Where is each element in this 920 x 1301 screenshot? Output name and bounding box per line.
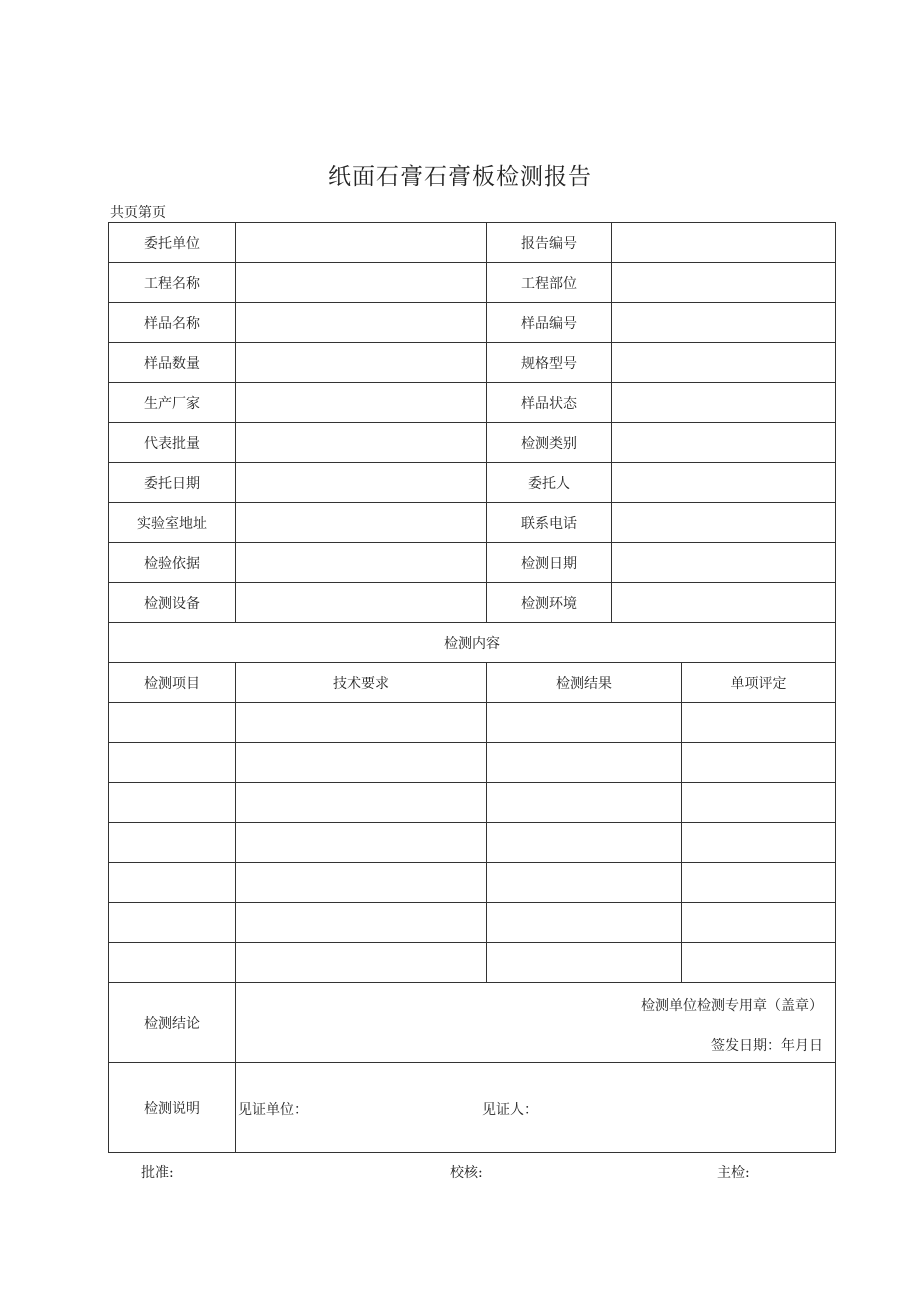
info-value[interactable] (612, 223, 836, 263)
result-cell[interactable] (682, 703, 836, 743)
result-cell[interactable] (487, 903, 682, 943)
info-value[interactable] (612, 423, 836, 463)
result-cell[interactable] (236, 903, 487, 943)
witness-unit: 见证单位： (238, 1102, 308, 1118)
info-label: 检验依据 (109, 543, 236, 583)
info-label: 生产厂家 (109, 383, 236, 423)
notes-content[interactable] (236, 1063, 836, 1153)
info-label: 代表批量 (109, 423, 236, 463)
col-header-requirement: 技术要求 (236, 663, 487, 703)
info-value[interactable] (612, 543, 836, 583)
inspector-label: 主检: (717, 1165, 750, 1181)
result-cell[interactable] (109, 823, 236, 863)
result-cell[interactable] (682, 783, 836, 823)
table-row (109, 903, 836, 943)
result-cell[interactable] (487, 703, 682, 743)
info-value[interactable] (236, 423, 487, 463)
result-cell[interactable] (682, 863, 836, 903)
info-row (109, 583, 836, 623)
result-cell[interactable] (236, 703, 487, 743)
result-cell[interactable] (109, 703, 236, 743)
info-label: 检测日期 (487, 543, 612, 583)
table-row (109, 823, 836, 863)
result-cell[interactable] (487, 863, 682, 903)
info-value[interactable] (612, 263, 836, 303)
result-cell[interactable] (682, 903, 836, 943)
info-label: 样品数量 (109, 343, 236, 383)
info-value[interactable] (236, 463, 487, 503)
info-value[interactable] (612, 583, 836, 623)
col-header-item: 检测项目 (109, 663, 236, 703)
result-cell[interactable] (236, 943, 487, 983)
result-cell[interactable] (236, 783, 487, 823)
info-label: 检测设备 (109, 583, 236, 623)
table-row (109, 863, 836, 903)
result-cell[interactable] (109, 943, 236, 983)
info-label: 工程部位 (487, 263, 612, 303)
info-label: 检测环境 (487, 583, 612, 623)
info-label: 检测类别 (487, 423, 612, 463)
info-label: 委托单位 (109, 223, 236, 263)
info-label: 委托人 (487, 463, 612, 503)
table-row (109, 943, 836, 983)
notes-label: 检测说明 (109, 1063, 236, 1153)
info-value[interactable] (236, 503, 487, 543)
table-row (109, 743, 836, 783)
info-value[interactable] (236, 543, 487, 583)
info-value[interactable] (612, 383, 836, 423)
table-row (109, 783, 836, 823)
info-value[interactable] (612, 303, 836, 343)
info-label: 联系电话 (487, 503, 612, 543)
info-value[interactable] (236, 383, 487, 423)
result-cell[interactable] (682, 823, 836, 863)
review-label: 校核: (450, 1165, 483, 1181)
info-row (109, 343, 836, 383)
result-cell[interactable] (487, 943, 682, 983)
col-header-result: 检测结果 (487, 663, 682, 703)
info-label: 报告编号 (487, 223, 612, 263)
info-label: 样品状态 (487, 383, 612, 423)
page-title: 纸面石膏石膏板检测报告 (328, 164, 592, 190)
info-row (109, 463, 836, 503)
result-cell[interactable] (236, 823, 487, 863)
sign-date: 签发日期：年月日 (711, 1038, 823, 1054)
witness-person: 见证人： (482, 1102, 538, 1118)
conclusion-label: 检测结论 (109, 983, 236, 1063)
result-cell[interactable] (236, 863, 487, 903)
result-cell[interactable] (487, 743, 682, 783)
result-cell[interactable] (682, 943, 836, 983)
info-value[interactable] (236, 583, 487, 623)
info-label: 样品编号 (487, 303, 612, 343)
info-row (109, 423, 836, 463)
info-value[interactable] (236, 223, 487, 263)
table-row (109, 703, 836, 743)
info-value[interactable] (612, 503, 836, 543)
info-value[interactable] (236, 303, 487, 343)
info-row (109, 223, 836, 263)
conclusion-row (109, 983, 836, 1063)
info-label: 样品名称 (109, 303, 236, 343)
info-label: 实验室地址 (109, 503, 236, 543)
conclusion-content[interactable] (236, 983, 836, 1063)
notes-row (109, 1063, 836, 1153)
result-cell[interactable] (487, 823, 682, 863)
info-row (109, 303, 836, 343)
info-row (109, 383, 836, 423)
info-value[interactable] (236, 343, 487, 383)
result-cell[interactable] (487, 783, 682, 823)
info-value[interactable] (612, 463, 836, 503)
result-cell[interactable] (109, 743, 236, 783)
page-info: 共页第页 (110, 205, 166, 221)
result-cell[interactable] (109, 903, 236, 943)
approve-label: 批准: (141, 1165, 174, 1181)
result-cell[interactable] (236, 743, 487, 783)
result-cell[interactable] (682, 743, 836, 783)
report-table (108, 222, 836, 1153)
result-cell[interactable] (109, 863, 236, 903)
info-row (109, 263, 836, 303)
info-row (109, 543, 836, 583)
col-header-rating: 单项评定 (682, 663, 836, 703)
info-value[interactable] (236, 263, 487, 303)
info-label: 规格型号 (487, 343, 612, 383)
section-title: 检测内容 (109, 623, 836, 663)
seal-text: 检测单位检测专用章（盖章） (641, 998, 823, 1014)
info-value[interactable] (612, 343, 836, 383)
column-header-row (109, 663, 836, 703)
section-row (109, 623, 836, 663)
info-row (109, 503, 836, 543)
result-cell[interactable] (109, 783, 236, 823)
info-label: 工程名称 (109, 263, 236, 303)
info-label: 委托日期 (109, 463, 236, 503)
